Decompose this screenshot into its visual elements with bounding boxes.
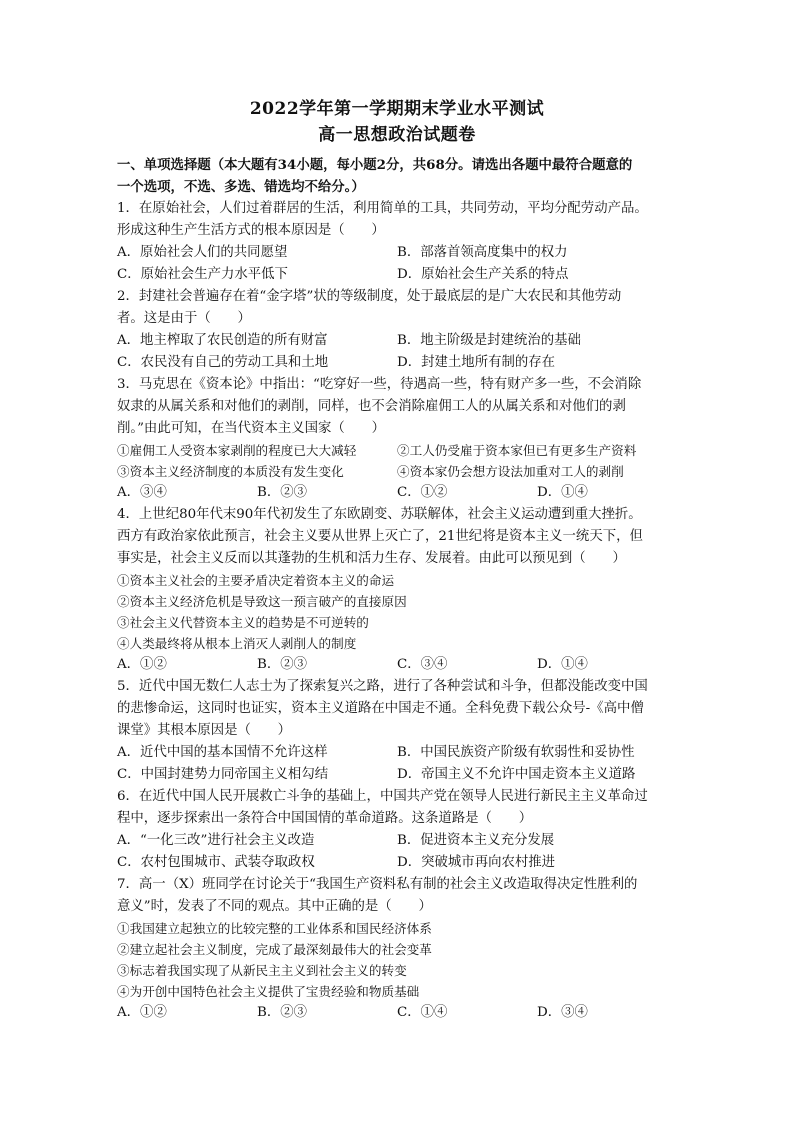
option-b: B．中国民族资产阶级有软弱性和妥协性 [397, 745, 635, 760]
question-stem: 2．封建社会普遍存在着“金字塔”状的等级制度，处于最底层的是广大农民和其他劳动 [117, 289, 622, 304]
statement-1: ①雇佣工人受资本家剥削的程度已大大减轻 [117, 443, 357, 458]
statements [117, 440, 677, 482]
option-c: C．③④ [397, 657, 448, 672]
question-stem-cont: 的悲惨命运，这同时也证实，资本主义道路在中国走不通。全科免费下载公众号-《高中僧 [117, 701, 644, 716]
options [117, 654, 677, 676]
option-b: B．②③ [257, 485, 308, 500]
options [117, 742, 677, 786]
statement-3: ③资本主义经济制度的本质没有发生变化 [117, 464, 344, 479]
option-c: C．①④ [397, 1005, 448, 1020]
statement-1: ①我国建立起独立的比较完整的工业体系和国民经济体系 [117, 921, 432, 936]
option-d: D．帝国主义不允许中国走资本主义道路 [397, 767, 636, 782]
option-c: C．中国封建势力同帝国主义相勾结 [117, 767, 329, 782]
question-stem: 4．上世纪80年代末90年代初发生了东欧剧变、苏联解体，社会主义运动遭到重大挫折。 [117, 507, 642, 522]
exam-subtitle: 高一思想政治试题卷 [318, 125, 476, 145]
option-c: C．农村包围城市、武装夺取政权 [117, 855, 315, 870]
statement-4: ④资本家仍会想方设法加重对工人的剥削 [397, 464, 624, 479]
option-b: B．地主阶级是封建统治的基础 [397, 333, 581, 348]
question-stem: 3．马克思在《资本论》中指出：“吃穿好一些，待遇高一些，特有财产多一些，不会消除 [117, 377, 642, 392]
question-2 [117, 286, 677, 374]
option-b: B．部落首领高度集中的权力 [397, 245, 568, 260]
options [117, 242, 677, 286]
statement-2: ②建立起社会主义制度，完成了最深刻最伟大的社会变革 [117, 942, 432, 957]
option-a: A．地主榨取了农民创造的所有财富 [117, 333, 328, 348]
statement-2: ②工人仍受雇于资本家但已有更多生产资料 [397, 443, 637, 458]
option-b: B．促进资本主义充分发展 [397, 833, 555, 848]
exam-title: 2022学年第一学期期末学业水平测试 [249, 99, 545, 119]
option-c: C．原始社会生产力水平低下 [117, 267, 288, 282]
question-stem: 1．在原始社会，人们过着群居的生活，利用简单的工具，共同劳动，平均分配劳动产品。 [117, 201, 648, 216]
exam-page [117, 96, 677, 1024]
statement-3: ③标志着我国实现了从新民主主义到社会主义的转变 [117, 963, 407, 978]
question-7 [117, 874, 677, 1024]
option-a: A．③④ [117, 485, 167, 500]
question-stem-cont: 奴隶的从属关系和对他们的剥削，同样，也不会消除雇佣工人的从属关系和对他们的剥 [117, 399, 626, 414]
option-a: A．“一化三改”进行社会主义改造 [117, 833, 315, 848]
question-5 [117, 676, 677, 786]
options [117, 1002, 677, 1024]
question-stem-cont: 西方有政治家依此预言，社会主义要从世界上灭亡了，21世纪将是资本主义一统天下，但 [117, 529, 643, 544]
option-a: A．①② [117, 1005, 167, 1020]
section-heading-cont: 一个选项，不选、多选、错选均不给分。） [117, 179, 365, 195]
question-4 [117, 504, 677, 676]
option-b: B．②③ [257, 657, 308, 672]
option-d: D．①④ [537, 485, 588, 500]
question-stem: 7．高一（X）班同学在讨论关于“我国生产资料私有制的社会主义改造取得决定性胜利的 [117, 877, 638, 892]
question-6 [117, 786, 677, 874]
question-stem-cont: 事实是，社会主义反而以其蓬勃的生机和活力生存、发展着。由此可以预见到（ ） [117, 551, 626, 566]
options [117, 330, 677, 374]
question-stem-cont: 程中，逐步探索出一条符合中国国情的革命道路。这条道路是（ ） [117, 811, 533, 826]
option-a: A．①② [117, 657, 167, 672]
option-c: C．①② [397, 485, 448, 500]
question-3 [117, 374, 677, 504]
question-stem: 6．在近代中国人民开展救亡斗争的基础上，中国共产党在领导人民进行新民主主义革命过 [117, 789, 648, 804]
option-d: D．①④ [537, 657, 588, 672]
question-1 [117, 198, 677, 286]
section-heading: 一、单项选择题（本大题有34小题，每小题2分，共68分。请选出各题中最符合题意的 [117, 157, 633, 173]
option-a: A．近代中国的基本国情不允许这样 [117, 745, 328, 760]
question-stem-cont: 者。这是由于（ ） [117, 311, 251, 326]
option-c: C．农民没有自己的劳动工具和土地 [117, 355, 329, 370]
option-d: D．封建土地所有制的存在 [397, 355, 556, 370]
statement-4: ④为开创中国特色社会主义提供了宝贵经验和物质基础 [117, 984, 420, 999]
option-d: D．原始社会生产关系的特点 [397, 267, 569, 282]
option-d: D．③④ [537, 1005, 588, 1020]
statement-3: ③社会主义代替资本主义的趋势是不可逆转的 [117, 615, 369, 630]
statement-4: ④人类最终将从根本上消灭人剥削人的制度 [117, 636, 357, 651]
statement-1: ①资本主义社会的主要矛盾决定着资本主义的命运 [117, 573, 395, 588]
options [117, 830, 677, 874]
question-stem-cont: 意义”时，发表了不同的观点。其中正确的是（ ） [117, 899, 432, 914]
statement-2: ②资本主义经济危机是导致这一预言破产的直接原因 [117, 594, 407, 609]
options [117, 482, 677, 504]
question-stem-cont: 削。”由此可知，在当代资本主义国家（ ） [117, 421, 385, 436]
question-stem-cont: 课堂》其根本原因是（ ） [117, 723, 292, 738]
option-b: B．②③ [257, 1005, 308, 1020]
option-a: A．原始社会人们的共同愿望 [117, 245, 288, 260]
question-stem: 5．近代中国无数仁人志士为了探索复兴之路，进行了各种尝试和斗争，但都没能改变中国 [117, 679, 648, 694]
option-d: D．突破城市再向农村推进 [397, 855, 556, 870]
question-stem-cont: 形成这种生产生活方式的根本原因是（ ） [117, 223, 385, 238]
